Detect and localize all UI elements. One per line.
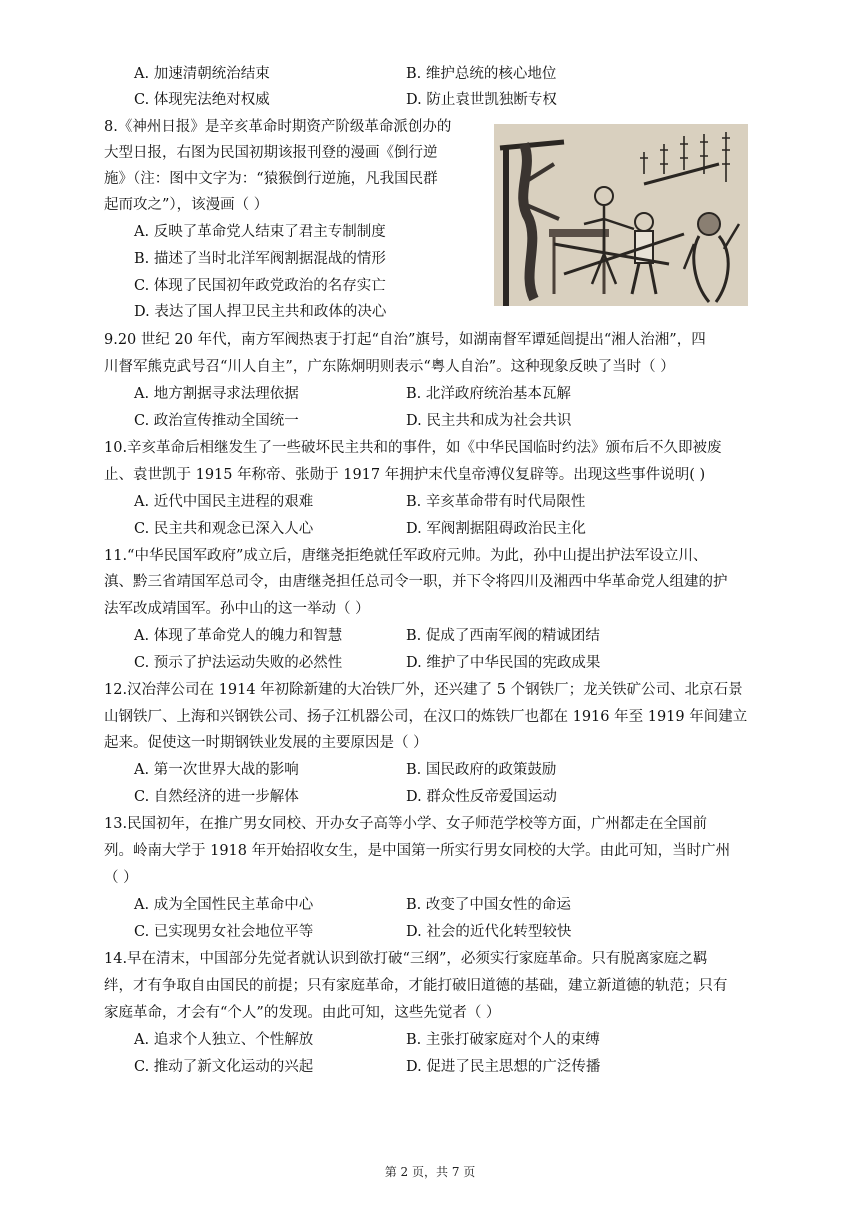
q11-option-c: C. 预示了护法运动失败的必然性 bbox=[134, 655, 343, 671]
q9-option-b: B. 北洋政府统治基本瓦解 bbox=[406, 386, 571, 402]
q10-option-b: B. 辛亥革命带有时代局限性 bbox=[406, 494, 586, 510]
q13-option-a: A. 成为全国性民主革命中心 bbox=[134, 897, 314, 913]
q14-stem-line: 绊，才有争取自由国民的前提；只有家庭革命，才能打破旧道德的基础，建立新道德的轨范；只有 bbox=[104, 978, 728, 994]
q13-stem-line: 13.民国初年，在推广男女同校、开办女子高等小学、女子师范学校等方面，广州都走在全国前 bbox=[104, 816, 708, 832]
q8-stem-line: 8.《神州日报》是辛亥革命时期资产阶级革命派创办的 bbox=[104, 119, 452, 135]
q9-option-a: A. 地方割据寻求法理依据 bbox=[134, 386, 299, 402]
q14-stem-line: 14.早在清末，中国部分先觉者就认识到欲打破“三纲”，必须实行家庭革命。只有脱离家庭之羁 bbox=[104, 951, 708, 967]
q10-option-d: D. 军阀割据阻碍政治民主化 bbox=[406, 521, 586, 537]
q11-stem-line: 法军改成靖国军。孙中山的这一举动（ ） bbox=[104, 601, 370, 617]
q13-option-d: D. 社会的近代化转型较快 bbox=[406, 924, 572, 940]
q9-stem-line: 川督军熊克武号召“川人自主”，广东陈炯明则表示“粤人自治”。这种现象反映了当时（ ） bbox=[104, 359, 675, 375]
q8-option-a: A. 反映了革命党人结束了君主专制制度 bbox=[134, 224, 386, 240]
q13-stem-line: （ ） bbox=[104, 870, 138, 886]
q14-stem-line: 家庭革命，才会有“个人”的发现。由此可知，这些先觉者（ ） bbox=[104, 1005, 501, 1021]
q10-stem-line: 10.辛亥革命后相继发生了一些破坏民主共和的事件，如《中华民国临时约法》颁布后不久即被废 bbox=[104, 440, 722, 456]
q8-option-c: C. 体现了民国初年政党政治的名存实亡 bbox=[134, 278, 386, 294]
q11-stem-line: 11.“中华民国军政府”成立后，唐继尧拒绝就任军政府元帅。为此，孙中山提出护法军设立川、 bbox=[104, 548, 708, 564]
q8-option-d: D. 表达了国人捍卫民主共和政体的决心 bbox=[134, 304, 387, 320]
q7-option-b: B. 维护总统的核心地位 bbox=[406, 66, 557, 82]
page-footer: 第 2 页，共 7 页 bbox=[384, 1165, 476, 1179]
q10-option-a: A. 近代中国民主进程的艰难 bbox=[134, 494, 314, 510]
q9-stem-line: 9.20 世纪 20 年代，南方军阀热衷于打起“自治”旗号，如湖南督军谭延闿提出“湘人治湘”，四 bbox=[104, 332, 706, 348]
cartoon-image bbox=[494, 124, 748, 306]
q12-option-d: D. 群众性反帝爱国运动 bbox=[406, 789, 557, 805]
q10-stem-line: 止、袁世凯于 1915 年称帝、张勋于 1917 年拥护末代皇帝溥仪复辟等。出现这些事件说明( ) bbox=[104, 467, 706, 483]
q14-option-a: A. 追求个人独立、个性解放 bbox=[134, 1032, 314, 1048]
q13-stem-line: 列。岭南大学于 1918 年开始招收女生，是中国第一所实行男女同校的大学。由此可知，当时广州 bbox=[104, 843, 731, 859]
q11-stem-line: 滇、黔三省靖国军总司令，由唐继尧担任总司令一职，并下令将四川及湘西中华革命党人组建的护 bbox=[104, 574, 728, 590]
q8-stem-line: 起而攻之”），该漫画（ ） bbox=[104, 197, 269, 213]
q12-stem-line: 12.汉冶萍公司在 1914 年初除新建的大冶铁厂外，还兴建了 5 个钢铁厂；龙关铁矿公司、北京石景 bbox=[104, 682, 743, 698]
q8-option-b: B. 描述了当时北洋军阀割据混战的情形 bbox=[134, 251, 386, 267]
q10-option-c: C. 民主共和观念已深入人心 bbox=[134, 521, 314, 537]
q11-option-b: B. 促成了西南军阀的精诚团结 bbox=[406, 628, 600, 644]
q7-option-d: D. 防止袁世凯独断专权 bbox=[406, 92, 557, 108]
q8-stem-line: 施》（注：图中文字为：“猿猴倒行逆施，凡我国民群 bbox=[104, 171, 438, 187]
q14-option-b: B. 主张打破家庭对个人的束缚 bbox=[406, 1032, 600, 1048]
q12-stem-line: 山钢铁厂、上海和兴钢铁公司、扬子江机器公司，在汉口的炼铁厂也都在 1916 年至 1919 年间建立 bbox=[104, 709, 748, 725]
q14-option-c: C. 推动了新文化运动的兴起 bbox=[134, 1059, 314, 1075]
q7-option-c: C. 体现宪法绝对权威 bbox=[134, 92, 270, 108]
q8-stem-line: 大型日报，右图为民国初期该报刊登的漫画《倒行逆 bbox=[104, 145, 438, 161]
q13-option-b: B. 改变了中国女性的命运 bbox=[406, 897, 571, 913]
q14-option-d: D. 促进了民主思想的广泛传播 bbox=[406, 1059, 601, 1075]
q11-option-d: D. 维护了中华民国的宪政成果 bbox=[406, 655, 601, 671]
q9-option-c: C. 政治宣传推动全国统一 bbox=[134, 413, 299, 429]
q11-option-a: A. 体现了革命党人的魄力和智慧 bbox=[134, 628, 343, 644]
q9-option-d: D. 民主共和成为社会共识 bbox=[406, 413, 572, 429]
q12-option-b: B. 国民政府的政策鼓励 bbox=[406, 762, 557, 778]
q7-option-a: A. 加速清朝统治结束 bbox=[134, 66, 270, 82]
q12-stem-line: 起来。促使这一时期钢铁业发展的主要原因是（ ） bbox=[104, 735, 428, 751]
q12-option-a: A. 第一次世界大战的影响 bbox=[134, 762, 299, 778]
q12-option-c: C. 自然经济的进一步解体 bbox=[134, 789, 299, 805]
q13-option-c: C. 已实现男女社会地位平等 bbox=[134, 924, 314, 940]
